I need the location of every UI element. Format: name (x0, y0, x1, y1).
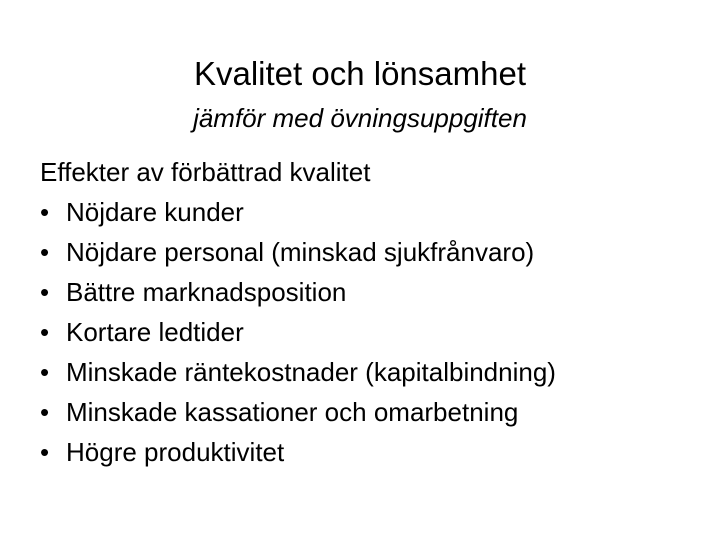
bullet-icon: • (40, 397, 50, 427)
list-item (40, 272, 556, 312)
intro-text: Effekter av förbättrad kvalitet (40, 157, 371, 187)
list-item (40, 432, 556, 472)
list-item (40, 312, 556, 352)
bullet-icon: • (40, 317, 50, 347)
bullet-icon: • (40, 277, 50, 307)
list-item (40, 192, 556, 232)
bullet-icon: • (40, 437, 50, 467)
slide-title: Kvalitet och lönsamhet (193, 55, 526, 92)
list-item-text: Högre produktivitet (66, 437, 285, 467)
bullet-icon: • (40, 197, 50, 227)
bullet-icon: • (40, 357, 50, 387)
bullet-list (40, 192, 556, 472)
list-item-text: Bättre marknadsposition (66, 277, 347, 307)
list-item (40, 232, 556, 272)
bullet-icon: • (40, 237, 50, 267)
list-item-text: Minskade kassationer och omarbetning (66, 397, 519, 427)
list-item (40, 352, 556, 392)
list-item-text: Kortare ledtider (66, 317, 244, 347)
slide-subtitle: jämför med övningsuppgiften (193, 103, 527, 133)
list-item (40, 392, 556, 432)
list-item-text: Nöjdare personal (minskad sjukfrånvaro) (66, 237, 535, 267)
list-item-text: Nöjdare kunder (66, 197, 244, 227)
list-item-text: Minskade räntekostnader (kapitalbindning) (66, 357, 556, 387)
